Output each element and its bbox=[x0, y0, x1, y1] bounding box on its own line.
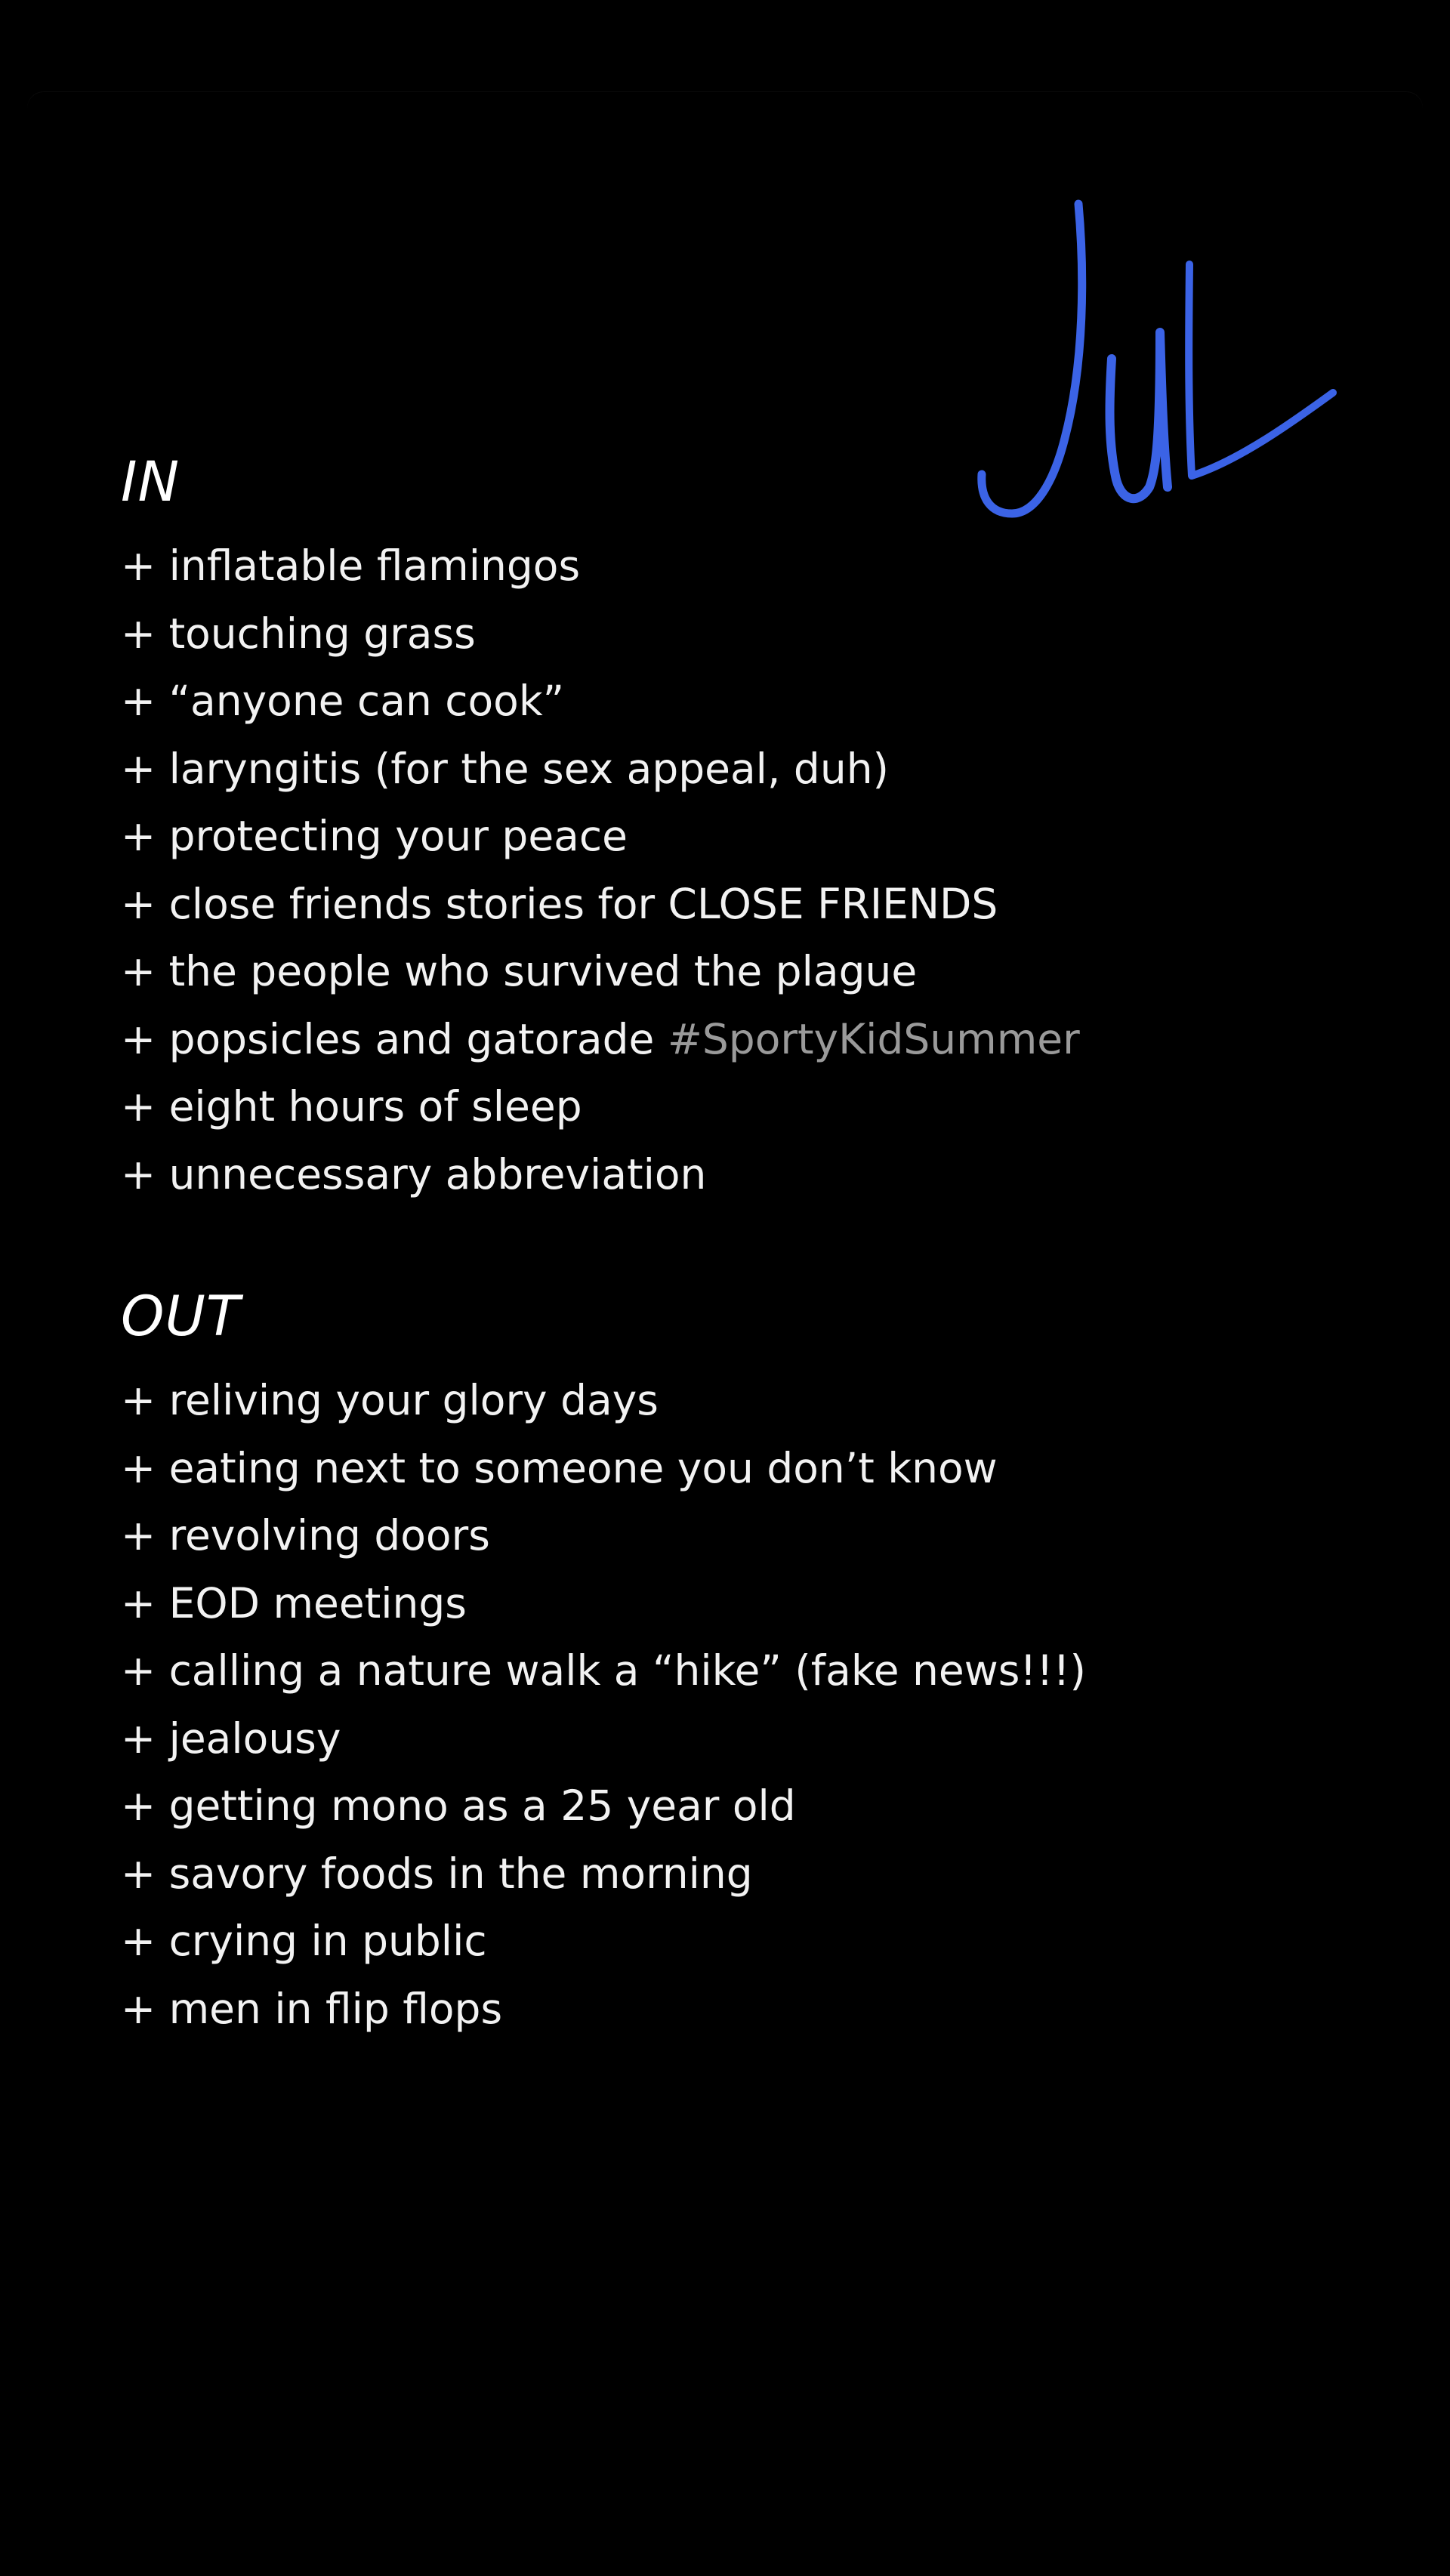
list-item bbox=[121, 1502, 1086, 1570]
list-item-text: + the people who survived the plague bbox=[121, 947, 918, 995]
list-item-text: + “anyone can cook” bbox=[121, 677, 565, 725]
list-item-text: + inflatable flamingos bbox=[121, 541, 581, 590]
signature-stroke-j bbox=[982, 204, 1082, 514]
list-item-text: + jealousy bbox=[121, 1714, 341, 1763]
signature-strokes bbox=[982, 204, 1333, 514]
in-list bbox=[121, 532, 1080, 1208]
list-item-text: + crying in public bbox=[121, 1917, 487, 1965]
list-item bbox=[121, 871, 1080, 939]
list-item-text: + touching grass bbox=[121, 609, 476, 658]
list-item-text: + close friends stories for CLOSE FRIENDS bbox=[121, 879, 998, 928]
in-section-heading: IN bbox=[121, 450, 180, 514]
list-item bbox=[121, 1073, 1080, 1141]
list-item-text: + getting mono as a 25 year old bbox=[121, 1782, 796, 1830]
list-item bbox=[121, 1705, 1086, 1773]
list-item-text: + calling a nature walk a “hike” (fake news!!!) bbox=[121, 1646, 1086, 1695]
list-item bbox=[121, 668, 1080, 736]
list-item bbox=[121, 1367, 1086, 1435]
list-item bbox=[121, 600, 1080, 668]
list-item bbox=[121, 1908, 1086, 1976]
list-item bbox=[121, 1772, 1086, 1840]
signature-stroke-u bbox=[1110, 332, 1168, 498]
list-item-text: + men in flip flops bbox=[121, 1984, 503, 2033]
list-item bbox=[121, 803, 1080, 871]
list-item-text: + reliving your glory days bbox=[121, 1376, 659, 1424]
list-item-text: + protecting your peace bbox=[121, 812, 628, 860]
list-item bbox=[121, 938, 1080, 1006]
hashtag[interactable]: #SportyKidSummer bbox=[667, 1014, 1080, 1063]
list-item-text: + EOD meetings bbox=[121, 1578, 467, 1627]
list-item bbox=[121, 1570, 1086, 1638]
list-item bbox=[121, 1976, 1086, 2044]
list-item-text: + laryngitis (for the sex appeal, duh) bbox=[121, 744, 890, 793]
list-item-text: + unnecessary abbreviation bbox=[121, 1149, 707, 1199]
list-item-text: + eating next to someone you don’t know bbox=[121, 1443, 998, 1492]
list-item bbox=[121, 736, 1080, 804]
list-item bbox=[121, 1435, 1086, 1503]
list-item bbox=[121, 1006, 1080, 1074]
list-item bbox=[121, 1141, 1080, 1209]
out-list bbox=[121, 1367, 1086, 2043]
list-item-text: + popsicles and gatorade bbox=[121, 1014, 668, 1063]
out-section-heading: OUT bbox=[121, 1285, 241, 1349]
list-item-text: + revolving doors bbox=[121, 1511, 490, 1559]
list-item-text: + savory foods in the morning bbox=[121, 1849, 753, 1898]
list-item-text: + eight hours of sleep bbox=[121, 1082, 582, 1131]
signature-stroke-l bbox=[1189, 264, 1333, 476]
handwritten-signature bbox=[952, 189, 1344, 529]
list-item bbox=[121, 532, 1080, 600]
list-item bbox=[121, 1840, 1086, 1908]
list-item bbox=[121, 1637, 1086, 1705]
